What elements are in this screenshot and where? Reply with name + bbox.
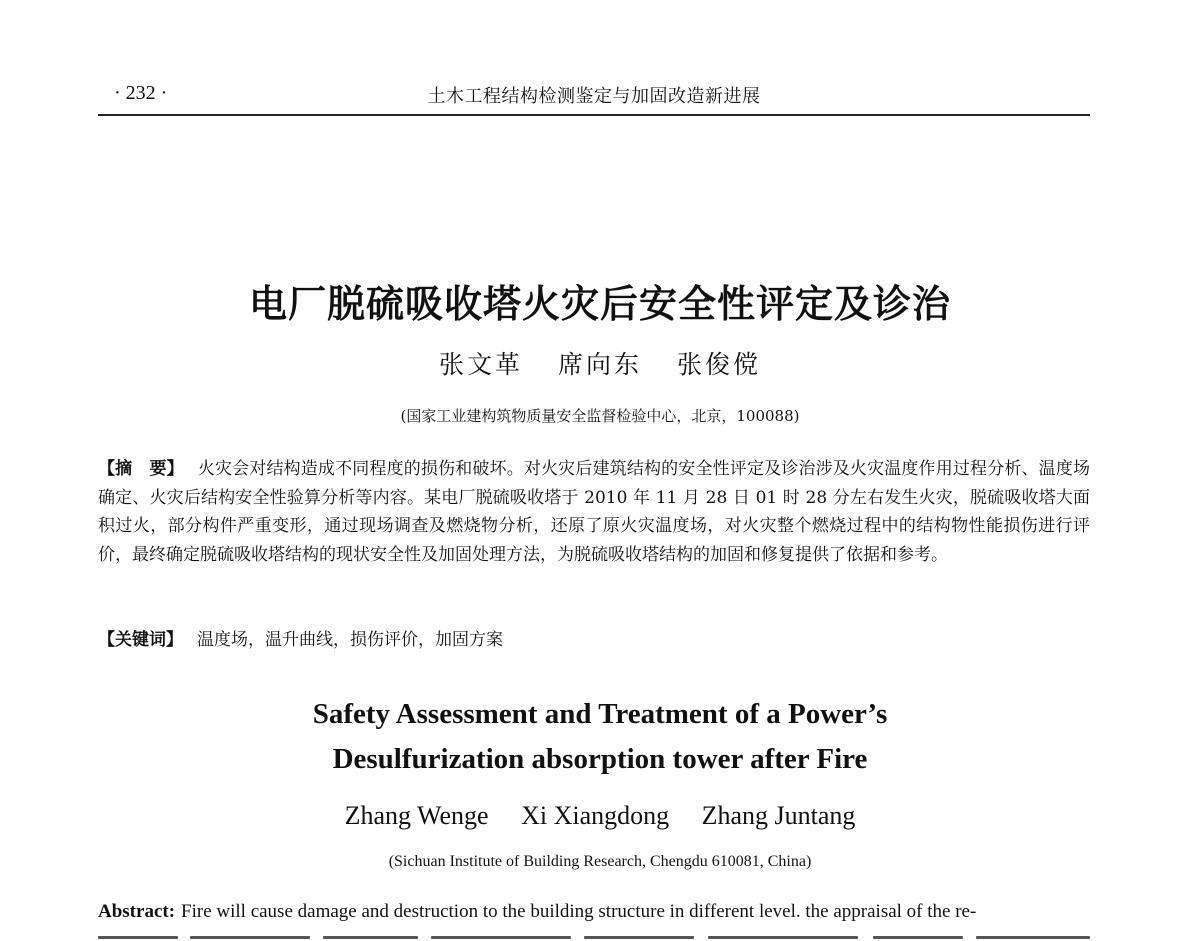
abstract-cn: [98, 455, 1090, 569]
keywords-cn: [98, 626, 1090, 654]
author-en: Xi Xiangdong: [521, 801, 670, 830]
affiliation-en: (Sichuan Institute of Building Research, Chengdu 610081, China): [388, 853, 812, 870]
affiliation-cn: (国家工业建构筑物质量安全监督检验中心，北京，100088): [400, 407, 800, 425]
title-en-line-2: Desulfurization absorption tower after Fire: [332, 743, 868, 775]
author-en: Zhang Juntang: [701, 801, 856, 830]
authors-en: [0, 801, 1200, 831]
cutoff-fragment: [323, 936, 418, 939]
abstract-en-label: Abstract:: [98, 901, 176, 922]
author-en: Zhang Wenge: [344, 801, 489, 830]
author-cn: 张俊傥: [676, 350, 761, 379]
running-header: [98, 78, 1090, 116]
author-cn: 席向东: [557, 350, 642, 379]
authors-cn: [0, 345, 1200, 381]
cutoff-fragment: [584, 936, 694, 939]
abstract-en-text: Fire will cause damage and destruction to the building structure in different level. the appraisal of the re-: [181, 901, 977, 922]
abstract-cn-text: 火灾会对结构造成不同程度的损伤和破坏。对火灾后建筑结构的安全性评定及诊治涉及火灾温度作用过程分析、温度场确定、火灾后结构安全性验算分析等内容。某电厂脱硫吸收塔于 2010 年 11 月 28 日 01 时 28 分左右发生火灾，脱硫吸收塔大面积过火，部分构件严重变形，通过现场调查及燃烧物分析，还原了原火灾温度场，对火灾整个燃烧过程中的结构物性能损伤进行评价，最终确定脱硫吸收塔结构的现状安全性及加固处理方法，为脱硫吸收塔结构的加固和修复提供了依据和参考。: [98, 459, 1091, 565]
paper-title-cn: 电厂脱硫吸收塔火灾后安全性评定及诊治: [248, 281, 951, 326]
cutoff-fragment: [976, 936, 1090, 939]
abstract-en: [98, 896, 1090, 928]
cutoff-fragment: [873, 936, 963, 939]
cutoff-fragment: [708, 936, 858, 939]
cutoff-fragment: [431, 936, 571, 939]
cutoff-fragment: [190, 936, 310, 939]
keywords-cn-label: 【关键词】: [98, 630, 183, 650]
cutoff-fragment: [98, 936, 178, 939]
author-cn: 张文革: [439, 350, 524, 379]
journal-title: 土木工程结构检测鉴定与加固改造新进展: [427, 86, 761, 107]
cutoff-text-line: [98, 932, 1090, 941]
page-number: · 232 ·: [114, 82, 168, 104]
paper-title-en: [0, 692, 1200, 782]
title-en-line-1: Safety Assessment and Treatment of a Power’s: [312, 698, 888, 730]
keywords-cn-text: 温度场，温升曲线，损伤评价，加固方案: [197, 630, 503, 650]
abstract-cn-label: 【摘 要】: [98, 459, 184, 479]
